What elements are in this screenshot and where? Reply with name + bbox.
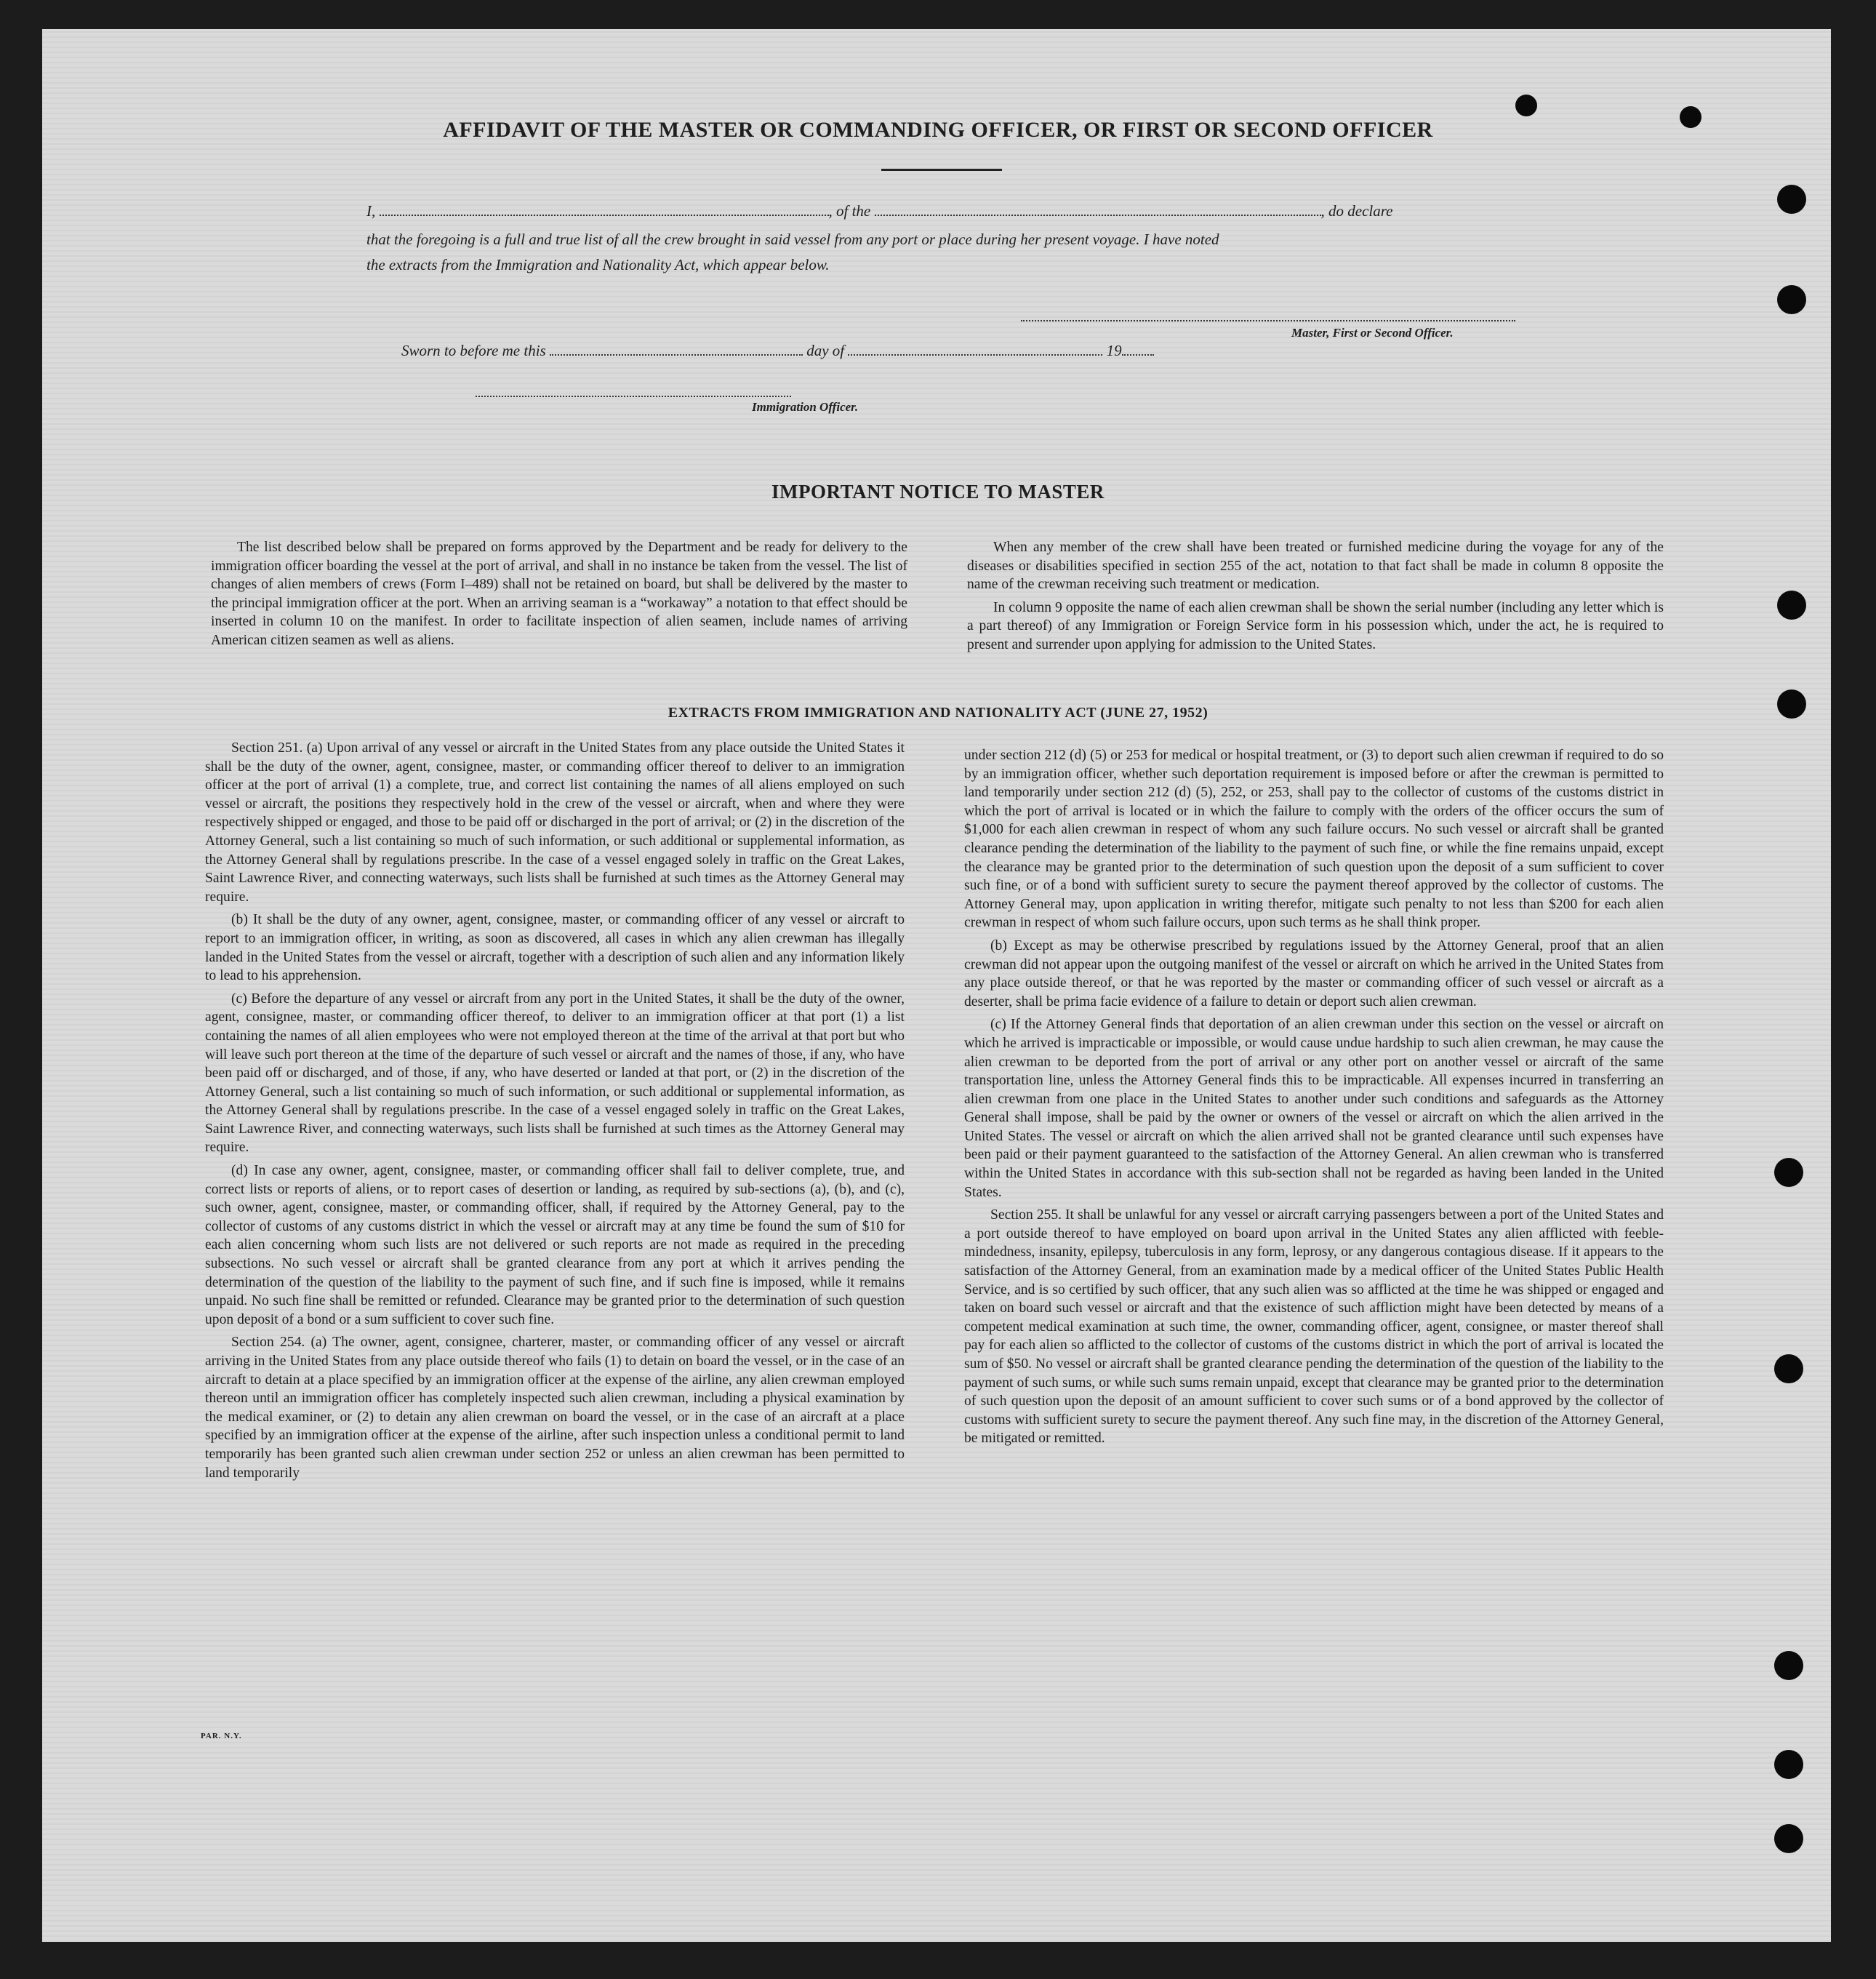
section-251-c: (c) Before the departure of any vessel or aircraft from any port in the United States, it shall be the duty of the owner, agent, consignee, master, or commanding officer thereof, to deliver to an immigration officer at that port (1) a list containing the names of all alien employees who were not employed thereon at the time of the arrival at that port but who will leave such port thereon at the time of the departure of such vessel or aircraft and the names of those, if any, who have been paid off or discharged, and of those, if any, who have deserted or landed at that port, or (2) in the discretion of the Attorney General, such a list containing so much of such information, or such additional or supplemental information, as the Attorney General shall by regulations prescribe. In the case of a vessel engaged solely in traffic on the Great Lakes, Saint Lawrence River, and connecting waterways, such lists shall be furnished at such times as the Attorney General may require. [205,991,905,1156]
binder-hole-icon [1515,95,1537,116]
binder-hole-icon [1777,591,1806,620]
declaration-line [366,202,1392,220]
extracts-right-column [964,746,1664,1452]
year-prefix-label: 19 [1106,342,1122,359]
binder-hole-icon [1774,1750,1803,1779]
sworn-month-field[interactable] [848,353,1102,356]
binder-hole-icon [1774,1158,1803,1187]
section-251-d: (d) In case any owner, agent, consignee, master, or commanding officer shall fail to deliver complete, true, and correct lists or reports of aliens, or to report cases of desertion or landing, as required by sub-sections (a), (b), and (c), such owner, agent, consignee, master, or commanding officer, shall, if required by the Attorney General, pay to the collector of customs of any customs district in which the vessel or aircraft may at any time be found the sum of $10 for each alien concerning whom such lists are not delivered or such reports are not made as required in the preceding subsections. No such vessel or aircraft shall be granted clearance from any port at which it arrives pending the determination of the question of the liability to the payment of such fine, and if such fine is imposed, while it remains unpaid. No such fine shall be remitted or refunded. Clearance may be granted prior to the determination of such question upon deposit of a bond or a sum sufficient to cover such fine. [205,1163,905,1327]
decl-i-label: I, [366,202,376,220]
section-251-a: Section 251. (a) Upon arrival of any vessel or aircraft in the United States from any place outside the United States it shall be the duty of the owner, agent, consignee, master, or commanding officer thereof to deliver to an immigration officer at the port of arrival (1) a complete, true, and correct list containing the names of all aliens employed on such vessel or aircraft, the positions they respectively hold in the crew of the vessel or aircraft, when and where they were respectively shipped or engaged, and those to be paid off or discharged in the port of arrival; or (2) in the discretion of the Attorney General, such a list containing so much of such information, or such additional or supplemental information, as the Attorney General shall by regulations prescribe. In the case of a vessel engaged solely in traffic on the Great Lakes, Saint Lawrence River, and connecting waterways, such lists shall be furnished at such times as the Attorney General may require. [205,740,905,905]
notice-title: IMPORTANT NOTICE TO MASTER [771,481,1105,503]
printer-mark: PAR. N.Y. [201,1732,242,1740]
affidavit-title: AFFIDAVIT OF THE MASTER OR COMMANDING OFFICER, OR FIRST OR SECOND OFFICER [443,118,1433,142]
sworn-prefix-label: Sworn to before me this [401,342,546,359]
decl-do-declare-label: , do declare [1320,202,1393,220]
notice-left-column [211,538,907,655]
section-254-a: Section 254. (a) The owner, agent, consignee, charterer, master, or commanding officer of any vessel or aircraft arriving in the United States from any place outside thereof who fails (1) to detain on board the vessel, or in the case of an aircraft to detain at a place specified by an immigration officer at the expense of the airline, any alien crewman employed thereon until an immigration officer has completely inspected such alien crewman, including a physical examination by the medical examiner, or (2) to detain any alien crewman on board the vessel, or in the case of an aircraft at a place specified by an immigration officer at the expense of the airline, after such inspection unless a conditional permit to land temporarily has been granted such alien crewman under section 252 or unless an alien crewman has been permitted to land temporarily [205,1335,905,1481]
sworn-day-field[interactable] [550,353,803,356]
title-underline [881,169,1002,171]
notice-right-column [967,538,1664,659]
master-signature-field[interactable] [1021,320,1515,323]
binder-hole-icon [1774,1354,1803,1383]
decl-of-the-label: , of the [828,202,871,220]
notice-right-paragraph-2: In column 9 opposite the name of each alien crewman shall be shown the serial number (including any letter which is a part thereof) of any Immigration or Foreign Service form in his possession which, under the act, he is required to present and surrender upon applying for admission to the United States. [967,599,1664,652]
sworn-line [401,342,1154,360]
declaration-line-3: the extracts from the Immigration and Nationality Act, which appear below. [366,256,830,273]
sworn-year-field[interactable] [1122,353,1154,356]
extracts-left-column [205,739,905,1487]
day-of-label: day of [806,342,845,359]
notice-right-paragraph-1: When any member of the crew shall have been treated or furnished medicine during the voyage for any of the diseases or disabilities specified in section 255 of the act, notation to that fact shall be made in column 8 opposite the name of the crewman receiving such treatment or medication. [967,540,1664,593]
officer-signature-field[interactable] [476,396,791,399]
vessel-name-field[interactable] [875,214,1321,216]
section-254-a-cont: under section 212 (d) (5) or 253 for medical or hospital treatment, or (3) to deport such alien crewman if required to do so by an immigration officer, whether such deportation requirement is imposed before or after the crewman is permitted to land temporarily under section 212 (d) (5), 252, or 253, shall pay to the collector of customs of the customs district in which the port of arrival is located or in which the failure to comply with the orders of the officer occurs the sum of $1,000 for each alien crewman in respect of whom any such failure occurs. No such vessel or aircraft shall be granted clearance pending the determination of the liability to the payment of such fine, or while the fine remains unpaid, except the clearance may be granted prior to the determination of such question upon the deposit of a sum sufficient to cover such fine, or of a bond with sufficient surety to secure the payment thereof approved by the collector of customs. The Attorney General may, upon application in writing therefor, mitigate such penalty to not less than $200 for each alien crewman in respect of whom such failure occurs, upon such terms as he shall think proper. [964,748,1664,931]
officer-signature-caption: Immigration Officer. [752,400,859,414]
binder-hole-icon [1777,285,1806,314]
master-signature-caption: Master, First or Second Officer. [1291,326,1454,340]
binder-hole-icon [1774,1651,1803,1680]
section-255: Section 255. It shall be unlawful for any vessel or aircraft carrying passengers between a port of the United States and a port outside thereof to have employed on board upon arrival in the United States any alien afflicted with feeble-mindedness, insanity, epilepsy, tuberculosis in any form, leprosy, or any dangerous contagious disease. If it appears to the satisfaction of the Attorney General, from an examination made by a medical officer of the United States Public Health Service, and is so certified by such officer, that any such alien was so afflicted at the time he was shipped or engaged and taken on board such vessel or aircraft and that the existence of such affliction might have been detected by means of a competent medical examination at such time, the owner, commanding officer, agent, consignee, or master thereof shall pay for each alien so afflicted to the collector of customs of the customs district in which the port of arrival is located the sum of $50. No vessel or aircraft shall be granted clearance pending the determination of the question of the liability to the payment of such sums, or while such sums remain unpaid, except that clearance may be granted prior to the determination of such question upon the deposit of an amount sufficient to cover such sums or of a bond approved by the collector of customs with sufficient surety to secure the payment thereof. Any such fine may, in the discretion of the Attorney General, be mitigated or remitted. [964,1207,1664,1447]
binder-hole-icon [1777,185,1806,214]
binder-hole-icon [1680,106,1701,128]
section-254-c: (c) If the Attorney General finds that deportation of an alien crewman under this section on the vessel or aircraft on which he arrived is impracticable or impossible, or would cause undue hardship to such alien crewman, he may cause the alien crewman to be deported from the port of arrival or any other port on another vessel or aircraft of the same transportation line, unless the Attorney General finds this to be impracticable. All expenses incurred in transferring an alien crewman from one place in the United States to another under such conditions and safeguards as the Attorney General shall impose, shall be paid by the owner or owners of the vessel or aircraft on which the alien arrived in the United States. The vessel or aircraft on which the alien arrived shall not be granted clearance until such expenses have been paid or their payment guaranteed to the satisfaction of the Attorney General. An alien crewman who is transferred within the United States in accordance with this sub-section shall not be regarded as having been landed in the United States. [964,1017,1664,1200]
section-254-b: (b) Except as may be otherwise prescribed by regulations issued by the Attorney General, proof that an alien crewman did not appear upon the outgoing manifest of the vessel or aircraft on which he arrived in the United States from any place outside thereof, or that he was reported by the master or commanding officer of such vessel or aircraft as a deserter, shall be prima facie evidence of a failure to detain or deport such alien crewman. [964,937,1664,1010]
section-251-b: (b) It shall be the duty of any owner, agent, consignee, master, or commanding officer of any vessel or aircraft to report to an immigration officer, in writing, as soon as discovered, all cases in which any alien crewman has illegally landed in the United States from the vessel or aircraft, together with a description of such alien and any information likely to lead to his apprehension. [205,912,905,984]
extracts-title: EXTRACTS FROM IMMIGRATION AND NATIONALITY ACT (JUNE 27, 1952) [668,705,1208,721]
notice-left-paragraph: The list described below shall be prepared on forms approved by the Department and be ready for delivery to the immigration officer boarding the vessel at the port of arrival, and shall in no instance be taken from the vessel. The list of changes of alien members of crews (Form I–489) shall not be retained on board, but shall be delivered by the master to the principal immigration officer at the port. When an arriving seaman is a “workaway” a notation to that effect should be inserted in column 10 on the manifest. In order to facilitate inspection of alien seamen, include names of arriving American citizen seamen as well as aliens. [211,540,907,648]
binder-hole-icon [1777,689,1806,719]
declaration-line-2: that the foregoing is a full and true list of all the crew brought in said vessel from any port or place during her present voyage. I have noted [366,231,1219,248]
declarant-name-field[interactable] [380,214,829,216]
binder-hole-icon [1774,1824,1803,1853]
